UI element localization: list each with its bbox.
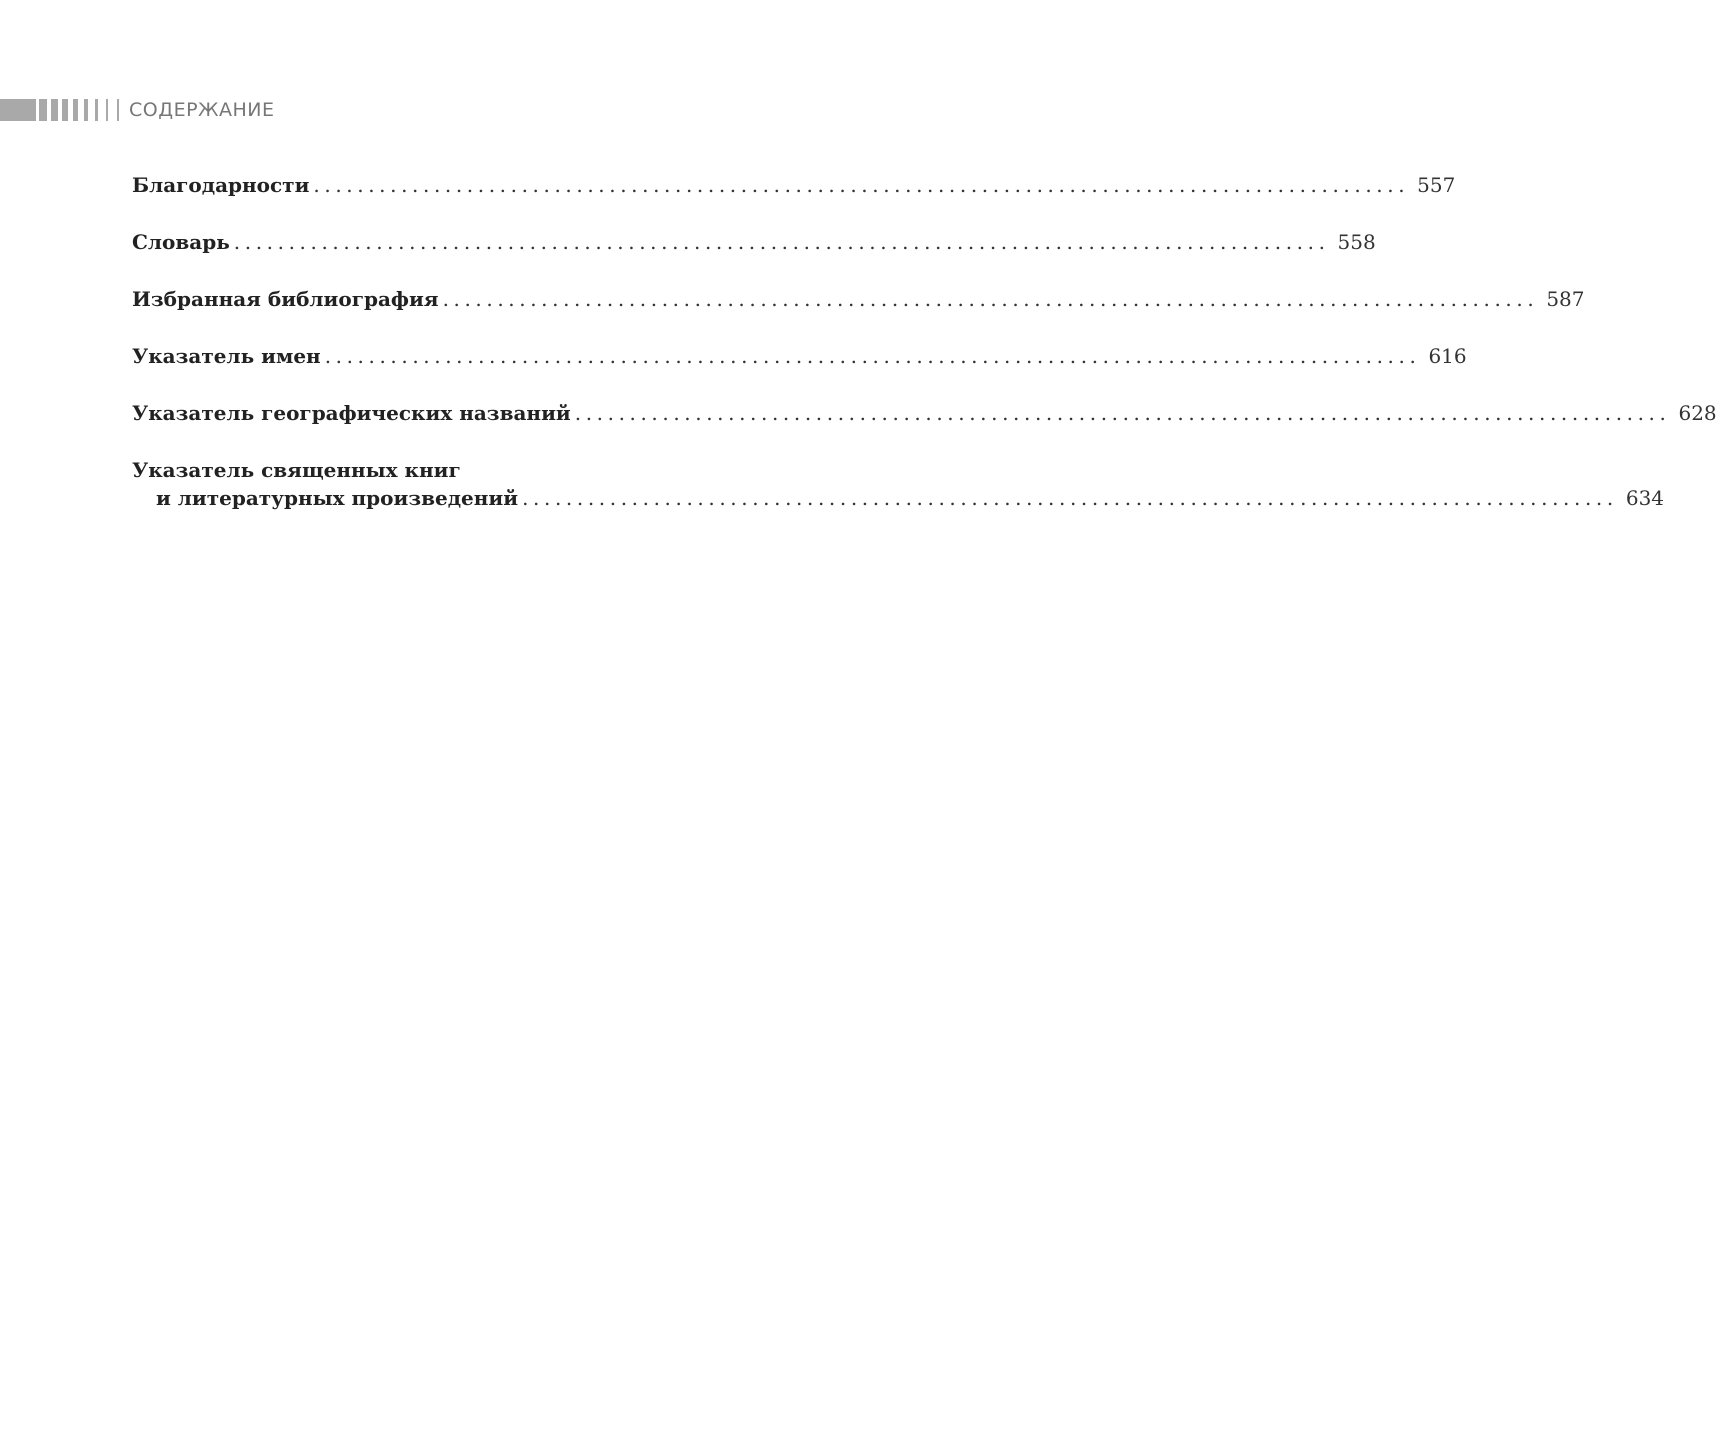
toc-entry-page: 628	[1678, 401, 1717, 425]
toc-entry-title-line1: Указатель священных книг	[132, 458, 461, 482]
header-stripes-decoration	[0, 99, 119, 121]
section-title: СОДЕРЖАНИЕ	[129, 99, 275, 121]
toc-leader-dots: ....................................................................................................	[324, 344, 1421, 368]
toc-entry-page: 616	[1428, 344, 1467, 368]
table-of-contents	[132, 172, 1717, 542]
toc-entry-title: Избранная библиография	[132, 287, 439, 311]
toc-entry[interactable]	[132, 457, 1665, 511]
running-header	[0, 98, 275, 122]
toc-entry-page: 558	[1337, 230, 1376, 254]
toc-leader-dots: ....................................................................................................	[313, 173, 1410, 197]
toc-entry-title-line2: и литературных произведений	[156, 486, 519, 510]
toc-leader-dots: ....................................................................................................	[233, 230, 1330, 254]
toc-entry-title: Благодарности	[132, 173, 310, 197]
toc-leader-dots: ....................................................................................................	[522, 486, 1618, 510]
toc-entry[interactable]	[132, 400, 1717, 426]
toc-entry-page: 557	[1417, 173, 1456, 197]
toc-entry-title: Указатель имен	[132, 344, 321, 368]
toc-entry-page: 587	[1546, 287, 1585, 311]
toc-leader-dots: ....................................................................................................	[574, 401, 1671, 425]
toc-entry-title: Словарь	[132, 230, 230, 254]
toc-leader-dots: ....................................................................................................	[442, 287, 1539, 311]
toc-entry[interactable]	[132, 286, 1585, 312]
toc-entry[interactable]	[132, 172, 1456, 198]
toc-entry[interactable]	[132, 343, 1467, 369]
toc-entry-page: 634	[1625, 486, 1665, 510]
toc-entry-title: Указатель географических названий	[132, 401, 571, 425]
toc-entry-second-line	[132, 485, 1665, 511]
toc-entry[interactable]	[132, 229, 1376, 255]
